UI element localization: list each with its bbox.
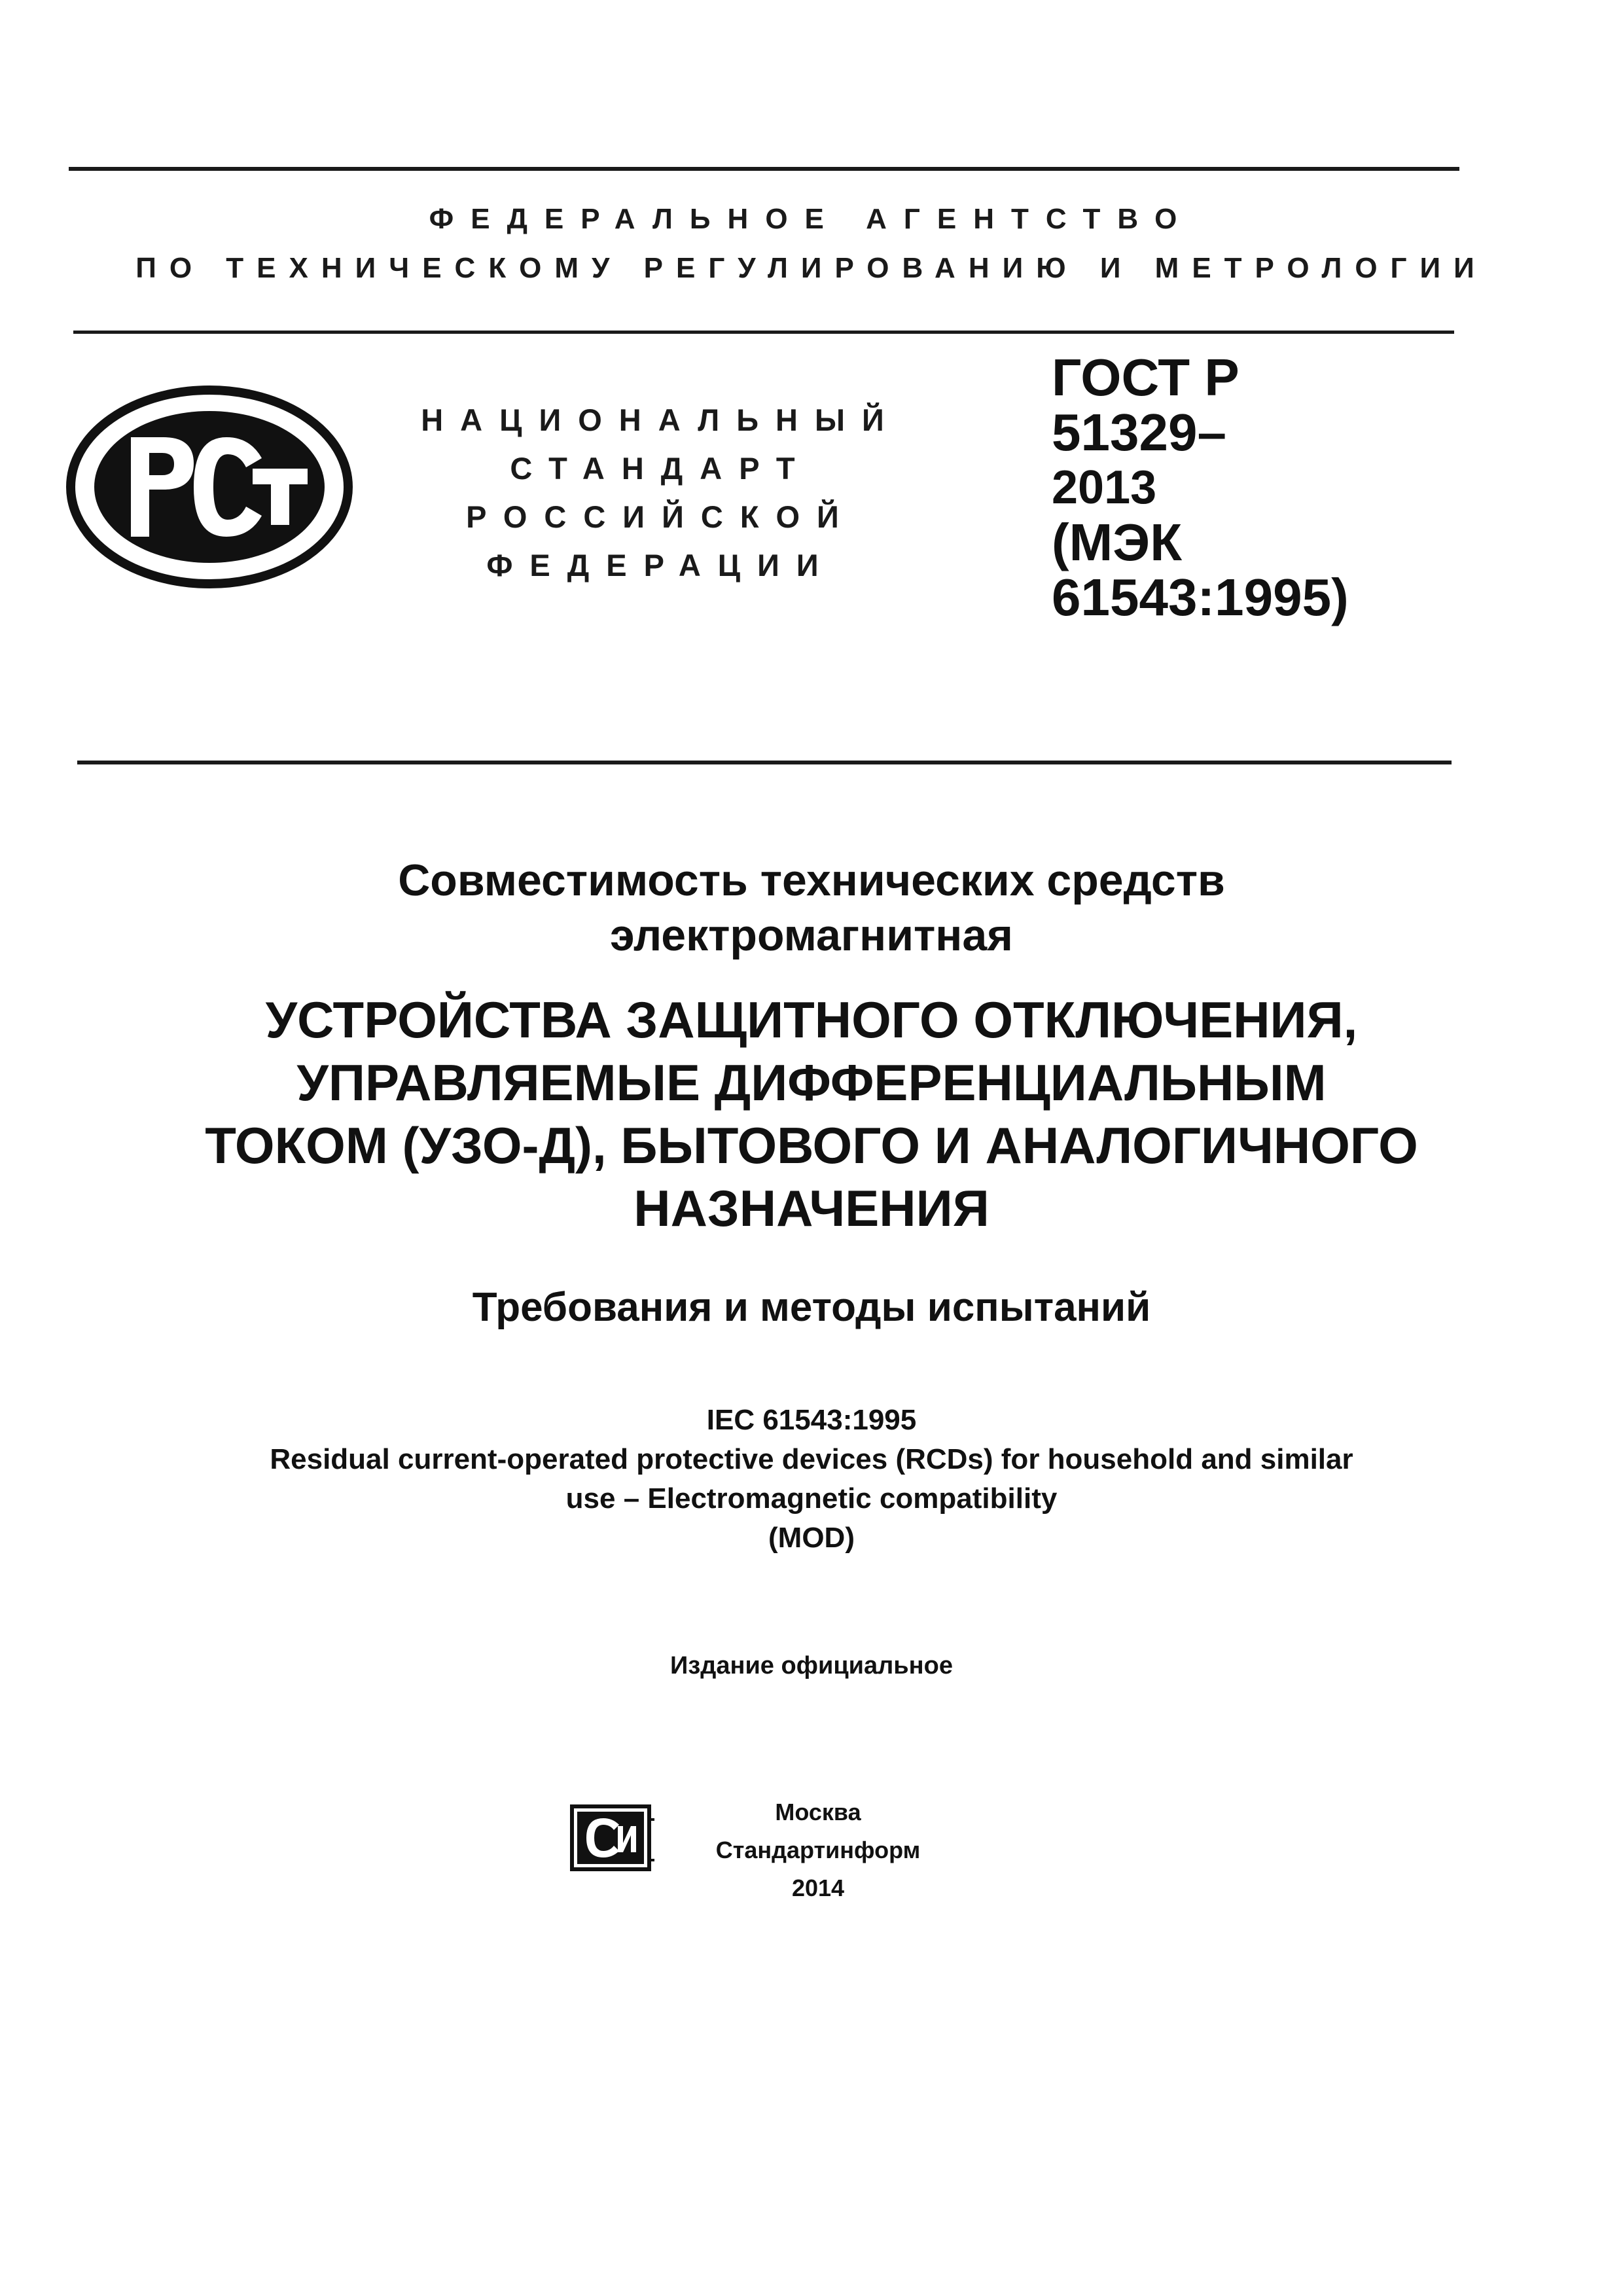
standartinform-logo-icon [563, 1800, 658, 1878]
gost-line-2: 51329– [1052, 403, 1226, 461]
iec-line-4: (MOD) [768, 1522, 855, 1554]
title-line-3: ТОКОМ (УЗО-Д), БЫТОВОГО И АНАЛОГИЧНОГО [205, 1117, 1418, 1174]
header-divider-rule [77, 761, 1452, 764]
publisher-info [694, 1793, 942, 1907]
publisher-city: Москва [775, 1799, 861, 1825]
requirements-subtitle: Требования и методы испытаний [472, 1285, 1151, 1330]
agency-divider-rule [73, 331, 1454, 334]
title-line-4: НАЗНАЧЕНИЯ [633, 1179, 990, 1237]
gost-line-4: (МЭК [1052, 513, 1183, 571]
rst-certification-logo-icon [65, 385, 353, 589]
national-standard-line-1: НАЦИОНАЛЬНЫЙ [421, 403, 901, 437]
national-standard-label [366, 396, 955, 590]
gost-line-1: ГОСТ Р [1052, 348, 1240, 406]
iec-reference [0, 1401, 1623, 1558]
agency-line-2: ПО ТЕХНИЧЕСКОМУ РЕГУЛИРОВАНИЮ И МЕТРОЛОГИИ [135, 252, 1488, 284]
iec-line-3: use – Electromagnetic compatibility [565, 1482, 1058, 1515]
title-line-2: УПРАВЛЯЕМЫЕ ДИФФЕРЕНЦИАЛЬНЫМ [296, 1054, 1327, 1111]
agency-line-1: ФЕДЕРАЛЬНОЕ АГЕНТСТВО [429, 203, 1194, 235]
publisher-name: Стандартинформ [715, 1837, 921, 1863]
edition-label: Издание официальное [670, 1652, 953, 1679]
title-line-1: УСТРОЙСТВА ЗАЩИТНОГО ОТКЛЮЧЕНИЯ, [265, 991, 1358, 1049]
publication-year: 2014 [791, 1874, 845, 1901]
iec-line-1: IEC 61543:1995 [706, 1404, 917, 1436]
national-standard-line-2: СТАНДАРТ [510, 451, 812, 486]
iec-line-2: Residual current-operated protective devices (RCDs) for household and similar [270, 1443, 1353, 1475]
national-standard-line-3: РОССИЙСКОЙ [466, 499, 856, 534]
document-subtitle [0, 853, 1623, 963]
gost-line-3: 2013 [1052, 461, 1157, 514]
document-title [0, 988, 1623, 1240]
top-rule [69, 167, 1459, 171]
subtitle-line-1: Совместимость технических средств [398, 855, 1225, 905]
gost-line-5: 61543:1995) [1052, 568, 1349, 626]
national-standard-line-4: ФЕДЕРАЦИИ [486, 548, 836, 583]
subtitle-line-2: электромагнитная [610, 910, 1013, 960]
gost-designation [1052, 350, 1349, 625]
